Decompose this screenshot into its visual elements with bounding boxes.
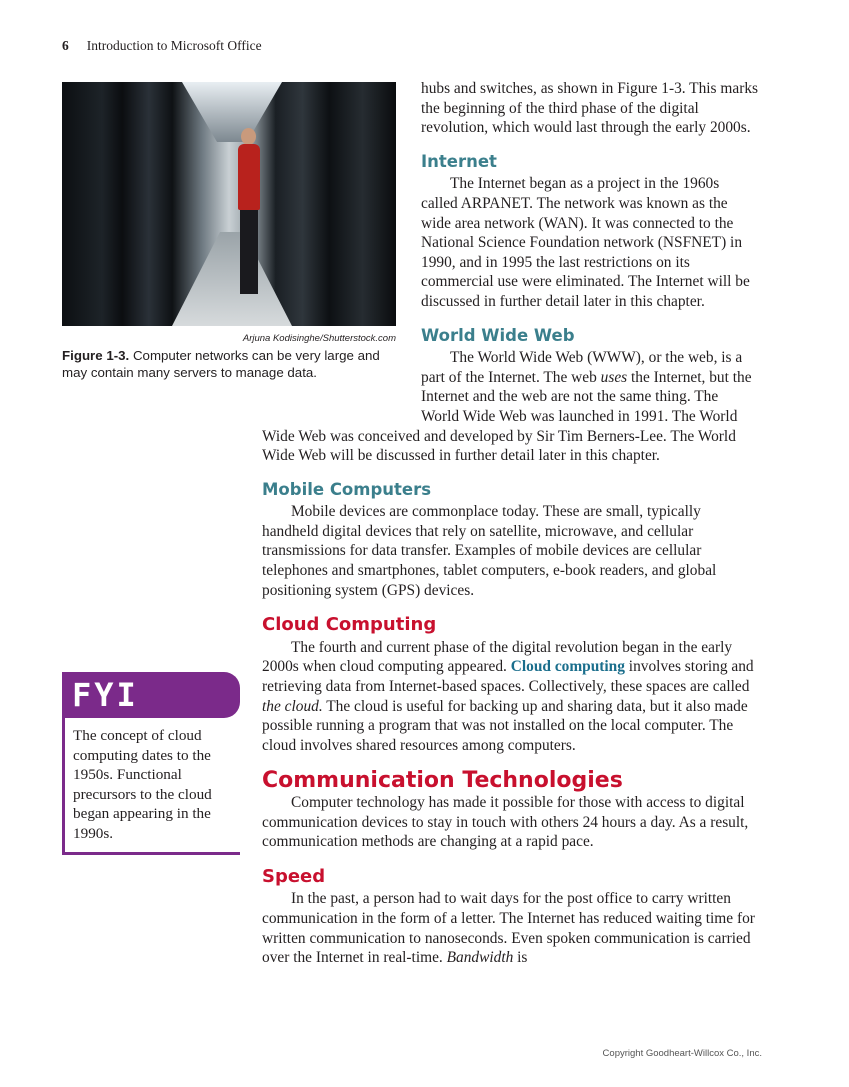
heading-communication: Communication Technologies: [262, 768, 623, 794]
communication-paragraph: Computer technology has made it possible for those with access to digital communication devices to stay in touch with others 24 hours a day. As a result, communication methods are changing at a rapid pace.: [262, 794, 749, 851]
fyi-text: The concept of cloud computing dates to the 1950s. Functional precursors to the cloud began appearing in the 1990s.: [62, 718, 240, 855]
heading-mobile: Mobile Computers: [262, 479, 432, 499]
figure-label: Figure 1-3.: [62, 348, 130, 363]
intro-paragraph: hubs and switches, as shown in Figure 1-3. This marks the beginning of the third phase of the digital revolution, which would last through the early 2000s.: [421, 80, 759, 137]
internet-paragraph: The Internet began as a project in the 1960s called ARPANET. The network was known as the wide area network (WAN). It was connected to the National Science Foundation network (NSFNET) in 1990, and in 1995 the last restrictions on its commercial use were eliminated. The Internet will be discussed in further detail later in this chapter.: [421, 175, 750, 310]
heading-speed: Speed: [262, 865, 326, 887]
heading-internet: Internet: [421, 151, 497, 171]
fyi-title: FYI: [62, 672, 240, 718]
heading-cloud: Cloud Computing: [262, 614, 437, 636]
copyright-footer: Copyright Goodheart-Willcox Co., Inc.: [602, 1048, 762, 1059]
cloud-paragraph: The fourth and current phase of the digital revolution began in the early 2000s when cloud computing appeared. Cloud computing involves storing and retrieving data from Internet-based spaces. Collectively, these spaces are called the cloud. The cloud is useful for backing up and sharing data, but it also made possible running a program that was not installed on the local computer. The cloud involves shared resources among computers.: [262, 638, 754, 754]
photo-credit: Arjuna Kodisinghe/Shutterstock.com: [242, 333, 396, 344]
header-title: Introduction to Microsoft Office: [86, 38, 262, 53]
page-number: 6: [62, 38, 69, 53]
fyi-box: [62, 672, 240, 855]
caption-text: Computer networks can be very large and may contain many servers to manage data.: [62, 348, 380, 380]
heading-www: World Wide Web: [421, 325, 575, 345]
mobile-paragraph: Mobile devices are commonplace today. These are small, typically handheld digital devices that rely on satellite, microwave, and cellular transmissions for data transfer. Examples of mobile devices are cellular telephones and smartphones, tablet computers, e-book readers, and global positioning system (GPS) devices.: [262, 503, 717, 599]
main-text: [262, 79, 759, 968]
speed-paragraph: In the past, a person had to wait days for the post office to carry written communication in the form of a letter. The Internet has reduced waiting time for written communication to nanoseconds. Even spoken communication is carried over the Internet in real-time. Bandwidth is: [262, 890, 755, 967]
www-paragraph: The World Wide Web (WWW), or the web, is a part of the Internet. The web uses the Internet, but the Internet and the web are not the same thing. The World Wide Web was launched in 1991. The World Wide Web was conceived and developed by Sir Tim Berners-Lee. The World Wide Web will be discussed in further detail later in this chapter.: [262, 349, 752, 465]
key-term: Cloud computing: [510, 658, 625, 676]
running-header: [62, 38, 262, 54]
